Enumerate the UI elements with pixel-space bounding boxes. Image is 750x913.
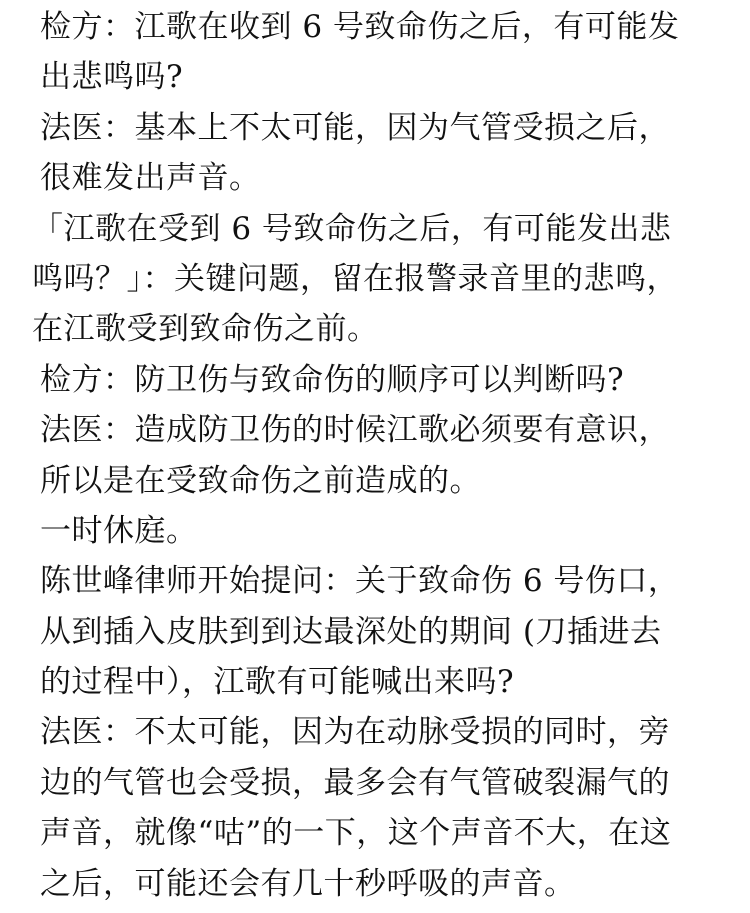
text-line: 陈世峰律师开始提问：关于致命伤 6 号伤口， [40,563,680,600]
text-line: 检方：防卫伤与致命伤的顺序可以判断吗? [40,361,625,398]
text-line: 出悲鸣吗? [40,59,184,96]
paragraph-defense-question [40,556,730,707]
paragraph-key-question-note [32,204,730,355]
document-body [32,2,730,909]
text-line: 边的气管也会受损，最多会有气管破裂漏气的 [40,764,670,801]
text-line: 在江歌受到致命伤之前。 [32,311,379,348]
text-line: 所以是在受致命伤之前造成的。 [40,462,481,499]
text-line: 法医：不太可能，因为在动脉受损的同时，旁 [40,714,670,751]
text-line: 「江歌在受到 6 号致命伤之后，有可能发出悲 [32,210,672,247]
text-line: 从到插入皮肤到到达最深处的期间 (刀插进去 [40,613,662,650]
text-line: 声音，就像“咕”的一下，这个声音不大，在这 [40,815,672,852]
text-line: 之后，可能还会有几十秒呼吸的声音。 [40,865,576,902]
paragraph-prosecutor-question-2 [40,355,730,405]
text-line: 鸣吗？」：关键问题，留在报警录音里的悲鸣， [32,260,678,297]
paragraph-prosecutor-question-1 [40,2,730,103]
text-line: 的过程中），江歌有可能喊出来吗? [40,664,515,701]
text-line: 很难发出声音。 [40,160,261,197]
text-line: 法医：造成防卫伤的时候江歌必须要有意识， [40,412,670,449]
text-line: 一时休庭。 [40,512,198,549]
paragraph-recess [40,506,730,556]
paragraph-coroner-answer-3 [40,707,730,909]
paragraph-coroner-answer-2 [40,405,730,506]
text-line: 检方：江歌在收到 6 号致命伤之后，有可能发 [40,9,680,45]
text-line: 法医：基本上不太可能，因为气管受损之后， [40,109,670,146]
paragraph-coroner-answer-1 [40,103,730,204]
